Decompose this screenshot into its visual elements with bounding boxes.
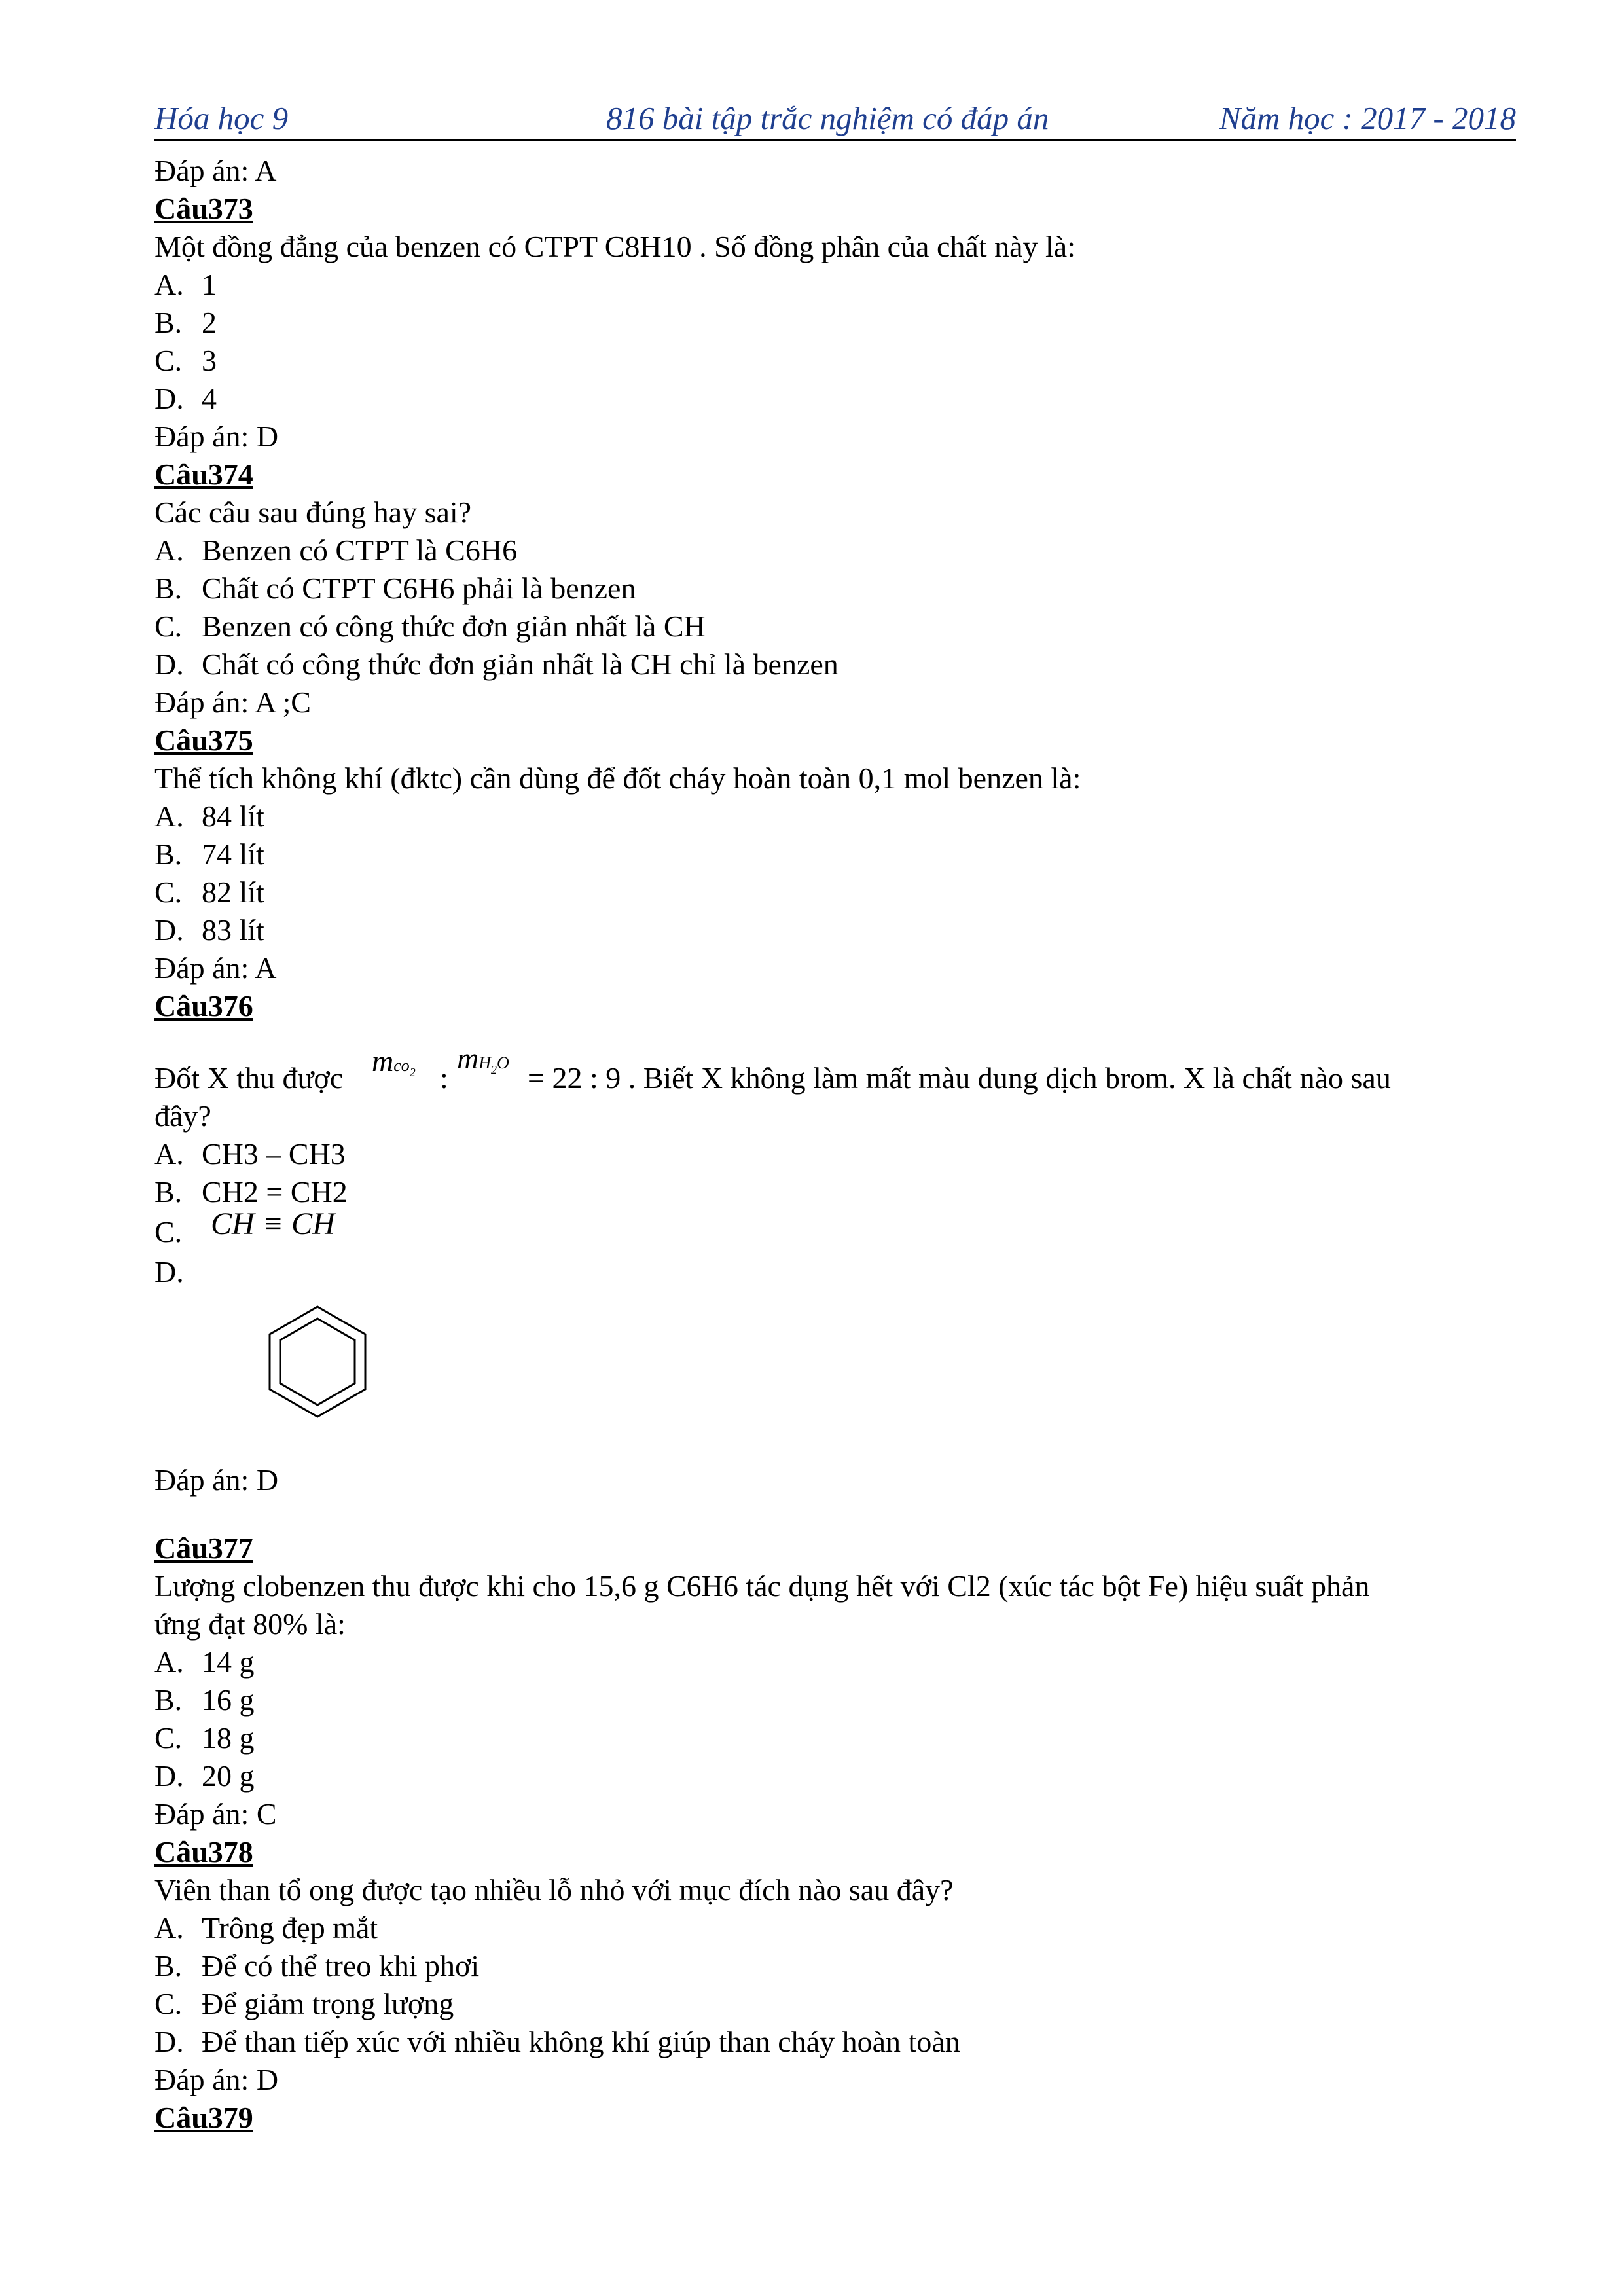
- mass-co2-subscript: co: [393, 1056, 410, 1075]
- question-375: [154, 721, 1516, 987]
- option-a: [154, 1135, 1516, 1173]
- answer: Đáp án: A ;C: [154, 685, 311, 719]
- answer: Đáp án: C: [154, 1797, 277, 1831]
- mass-m: m: [457, 1042, 479, 1075]
- option-d: [154, 911, 1516, 949]
- ratio-colon: :: [440, 1061, 448, 1095]
- option-text: 20 g: [202, 1759, 255, 1793]
- header-subject: Hóa học 9: [154, 100, 289, 136]
- option-c: [154, 1207, 1516, 1253]
- option-letter: B.: [154, 1949, 183, 1982]
- option-a: [154, 532, 1516, 570]
- mass-m: m: [372, 1044, 394, 1078]
- question-376: [154, 987, 1516, 1499]
- option-text: Trông đẹp mắt: [202, 1911, 378, 1944]
- option-text: Chất có công thức đơn giản nhất là CH chỉ là benzen: [202, 647, 839, 681]
- option-c: [154, 608, 1516, 646]
- question-text: Lượng clobenzen thu được khi cho 15,6 g C6H6 tác dụng hết với Cl2 (xúc tác bột Fe) hiệu suất phản: [154, 1569, 1370, 1603]
- question-378: [154, 1833, 1516, 2099]
- benzene-inner-bonds: [280, 1319, 355, 1405]
- option-letter: B.: [154, 572, 183, 605]
- option-letter: B.: [154, 306, 183, 339]
- option-letter: D.: [154, 382, 184, 415]
- question-text: Các câu sau đúng hay sai?: [154, 496, 472, 529]
- option-letter: A.: [154, 268, 184, 301]
- header-school-year: Năm học : 2017 - 2018: [1219, 100, 1516, 136]
- question-title: Câu373: [154, 192, 253, 225]
- option-b: [154, 570, 1516, 608]
- option-text: CH3 – CH3: [202, 1137, 346, 1171]
- question-title: Câu376: [154, 989, 253, 1023]
- option-letter: D.: [154, 2025, 184, 2058]
- option-letter: C.: [154, 875, 183, 909]
- question-title: Câu375: [154, 723, 253, 757]
- mass-co2-subscript-index: 2: [409, 1066, 416, 1079]
- option-text: 16 g: [202, 1683, 255, 1717]
- option-b: [154, 1173, 1516, 1211]
- option-letter: C.: [154, 1987, 183, 2020]
- answer: Đáp án: D: [154, 1463, 279, 1497]
- option-letter: A.: [154, 534, 184, 567]
- option-text: CH ≡ CH: [211, 1207, 335, 1241]
- option-a: [154, 266, 1516, 304]
- option-text: 74 lít: [202, 837, 264, 871]
- option-d: [154, 380, 1516, 418]
- header-title: 816 bài tập trắc nghiệm có đáp án: [606, 100, 1049, 136]
- question-text-after: = 22 : 9 . Biết X không làm mất màu dung dịch brom. X là chất nào sau: [528, 1061, 1391, 1095]
- option-a: [154, 1643, 1516, 1681]
- question-text: Một đồng đẳng của benzen có CTPT C8H10 . Số đồng phân của chất này là:: [154, 230, 1075, 263]
- option-letter: C.: [154, 344, 183, 377]
- option-text: 4: [202, 382, 217, 415]
- option-d: [154, 1757, 1516, 1795]
- option-letter: A.: [154, 799, 184, 833]
- question-title: Câu379: [154, 2101, 253, 2134]
- option-letter: C.: [154, 1721, 183, 1755]
- benzene-structure: [154, 1291, 1516, 1461]
- option-c: [154, 342, 1516, 380]
- question-text-formula: [154, 1025, 1516, 1097]
- option-letter: D.: [154, 913, 184, 947]
- benzene-hexagon: [270, 1307, 365, 1417]
- option-text: Để giảm trọng lượng: [202, 1987, 454, 2020]
- answer: Đáp án: D: [154, 2063, 279, 2096]
- option-text: CH2 = CH2: [202, 1175, 348, 1209]
- question-title: Câu374: [154, 458, 253, 491]
- option-c: [154, 1985, 1516, 2023]
- option-letter: D.: [154, 1255, 184, 1288]
- option-text: 2: [202, 306, 217, 339]
- question-text-before: Đốt X thu được: [154, 1061, 344, 1095]
- question-text-continued: ứng đạt 80% là:: [154, 1607, 346, 1641]
- option-text: 83 lít: [202, 913, 264, 947]
- option-letter: B.: [154, 1683, 183, 1717]
- question-title: Câu378: [154, 1835, 253, 1868]
- option-b: [154, 1947, 1516, 1985]
- option-text: 18 g: [202, 1721, 255, 1755]
- mass-h2o-symbol: [457, 1041, 509, 1076]
- answer: Đáp án: D: [154, 420, 279, 453]
- option-a: [154, 797, 1516, 835]
- option-b: [154, 835, 1516, 873]
- option-text: Chất có CTPT C6H6 phải là benzen: [202, 572, 636, 605]
- question-374: [154, 456, 1516, 721]
- option-text: 1: [202, 268, 217, 301]
- option-letter: A.: [154, 1911, 184, 1944]
- mass-h2o-subscript-index: 2: [491, 1063, 497, 1076]
- spacer: [154, 1499, 1516, 1529]
- question-text: Viên than tổ ong được tạo nhiều lỗ nhỏ với mục đích nào sau đây?: [154, 1873, 954, 1906]
- option-text: 14 g: [202, 1645, 255, 1679]
- option-c: [154, 1719, 1516, 1757]
- benzene-ring-icon: [268, 1291, 399, 1448]
- mass-co2-symbol: [372, 1044, 416, 1078]
- question-title: Câu377: [154, 1531, 253, 1565]
- option-d: [154, 646, 1516, 683]
- option-letter: C.: [154, 1215, 183, 1248]
- answer: Đáp án: A: [154, 951, 277, 985]
- mass-h2o-subscript: H: [478, 1053, 492, 1072]
- option-letter: D.: [154, 1759, 184, 1793]
- option-b: [154, 304, 1516, 342]
- page-header: [154, 97, 1516, 141]
- option-d: [154, 1253, 1516, 1291]
- question-text-continued: đây?: [154, 1099, 211, 1133]
- question-text: Thể tích không khí (đktc) cần dùng để đốt cháy hoàn toàn 0,1 mol benzen là:: [154, 761, 1081, 795]
- option-d: [154, 2023, 1516, 2061]
- option-text: Để than tiếp xúc với nhiều không khí giúp than cháy hoàn toàn: [202, 2025, 960, 2058]
- option-letter: A.: [154, 1645, 184, 1679]
- option-a: [154, 1909, 1516, 1947]
- option-text: Benzen có CTPT là C6H6: [202, 534, 518, 567]
- previous-answer: Đáp án: A: [154, 154, 277, 187]
- option-b: [154, 1681, 1516, 1719]
- option-text: Để có thể treo khi phơi: [202, 1949, 480, 1982]
- option-letter: C.: [154, 610, 183, 643]
- option-letter: D.: [154, 647, 184, 681]
- option-text: Benzen có công thức đơn giản nhất là CH: [202, 610, 706, 643]
- option-letter: A.: [154, 1137, 184, 1171]
- question-377: [154, 1529, 1516, 1833]
- option-text: 82 lít: [202, 875, 264, 909]
- question-373: [154, 190, 1516, 456]
- option-letter: B.: [154, 837, 183, 871]
- option-text: 84 lít: [202, 799, 264, 833]
- question-379: [154, 2099, 1516, 2137]
- document-body: [154, 152, 1516, 2137]
- option-c: [154, 873, 1516, 911]
- mass-h2o-subscript-o: O: [497, 1053, 509, 1072]
- option-letter: B.: [154, 1175, 183, 1209]
- option-text: 3: [202, 344, 217, 377]
